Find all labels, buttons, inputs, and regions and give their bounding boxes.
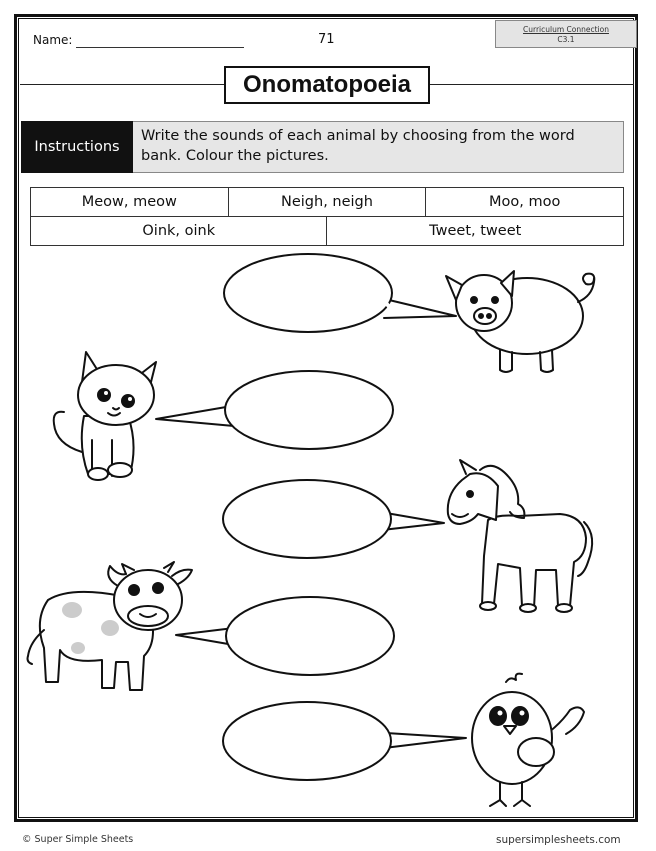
- word-bank-item: Neigh, neigh: [228, 188, 426, 217]
- page-number: 71: [318, 32, 335, 47]
- curriculum-code: C3.1: [557, 34, 575, 44]
- word-bank-item: Tweet, tweet: [327, 217, 624, 246]
- curriculum-title: Curriculum Connection: [523, 25, 609, 34]
- word-bank-item: Moo, moo: [426, 188, 624, 217]
- speech-bubble-cat[interactable]: [156, 371, 393, 449]
- name-label: Name:: [33, 33, 73, 47]
- cat-icon: [54, 352, 156, 480]
- instructions-text: Write the sounds of each animal by choosing from the word bank. Colour the pictures.: [141, 128, 575, 164]
- word-bank-item: Meow, meow: [31, 188, 229, 217]
- speech-bubble-bird[interactable]: [223, 702, 466, 780]
- word-bank-item: Oink, oink: [31, 217, 327, 246]
- footer-copyright: © Super Simple Sheets: [22, 834, 134, 845]
- pig-icon: [446, 271, 594, 372]
- speech-bubble-pig[interactable]: [224, 254, 456, 332]
- speech-bubble-horse[interactable]: [223, 480, 444, 558]
- speech-bubble-cow[interactable]: [176, 597, 394, 675]
- cow-icon: [28, 562, 193, 690]
- bird-icon: [472, 674, 584, 806]
- horse-icon: [448, 460, 592, 612]
- footer-website[interactable]: supersimplesheets.com: [496, 834, 621, 846]
- instructions-label: Instructions: [21, 121, 133, 173]
- page-title: Onomatopoeia: [224, 66, 430, 104]
